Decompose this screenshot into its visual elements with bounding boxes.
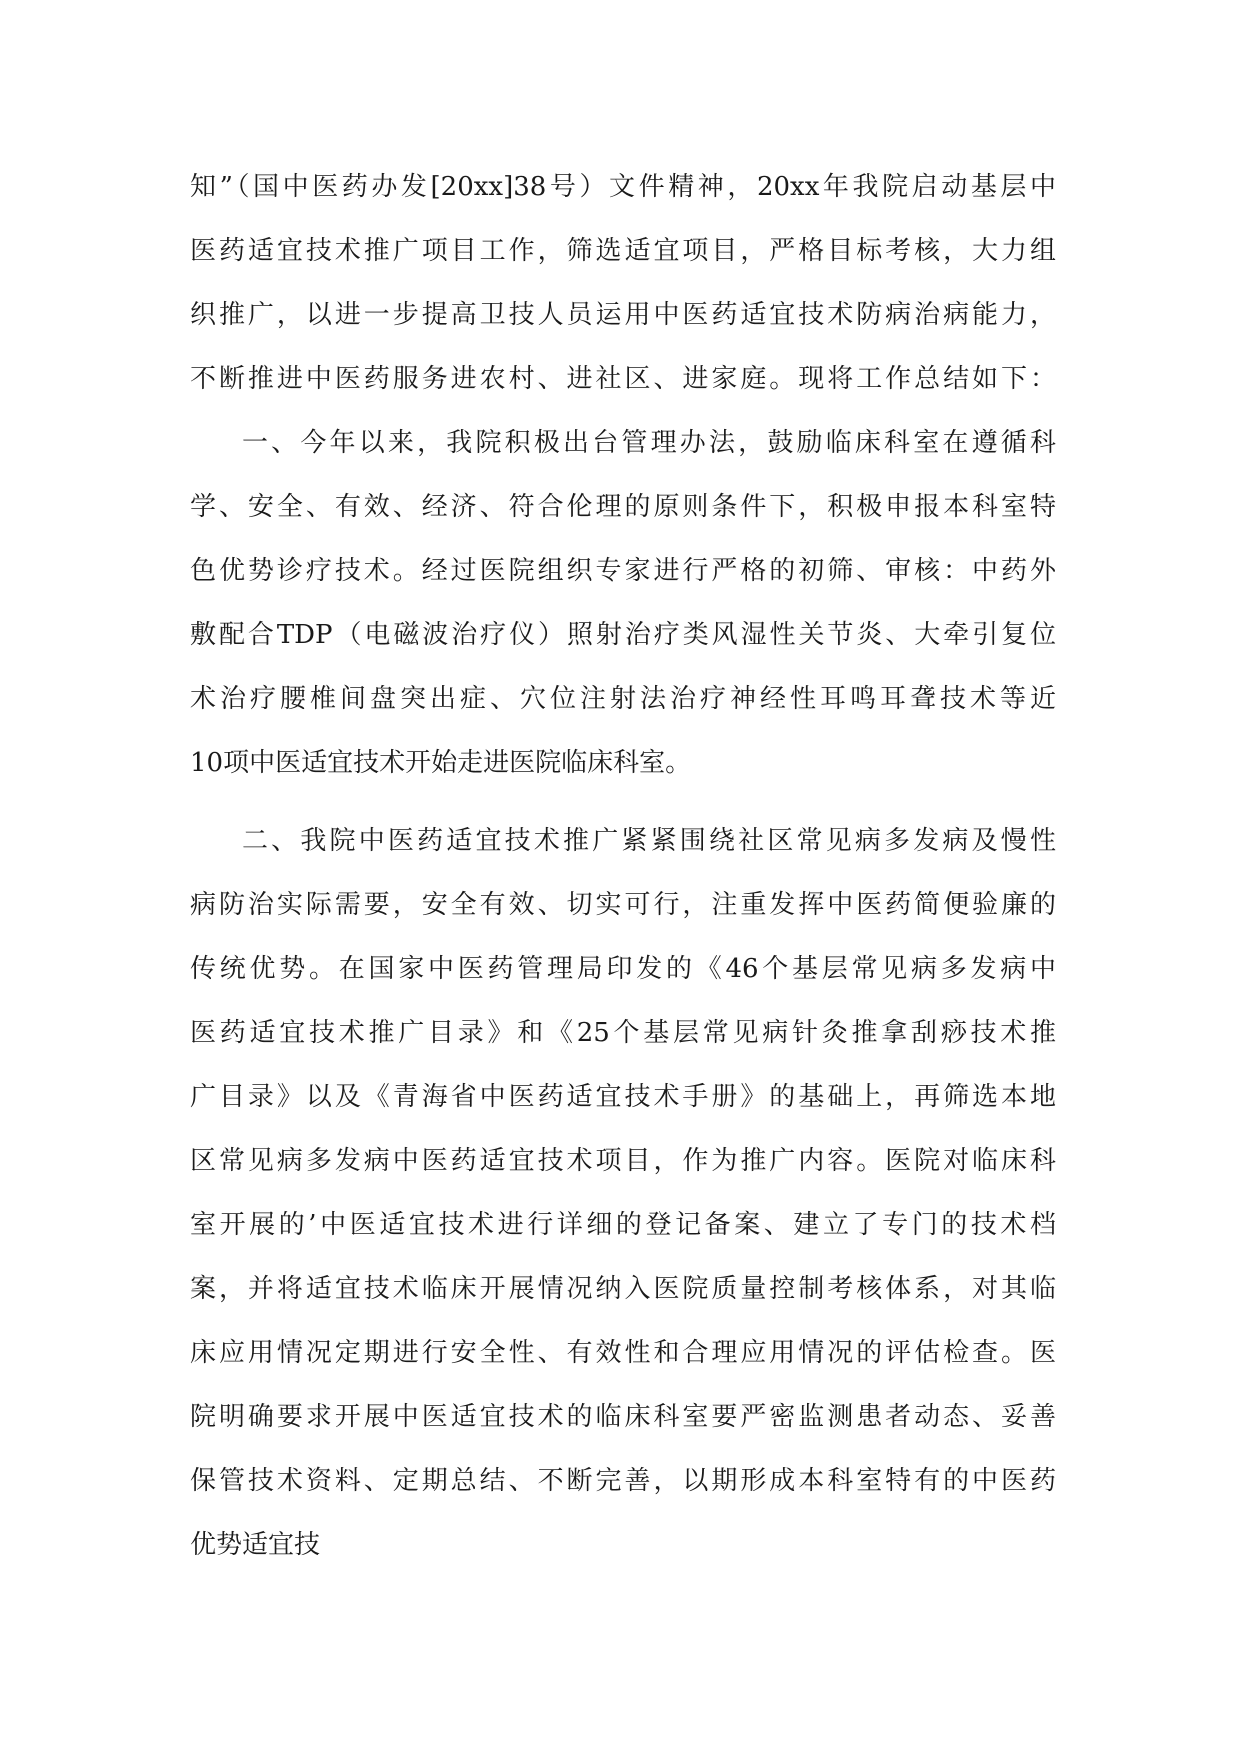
text-line: 案，并将适宜技术临床开展情况纳入医院质量控制考核体系，对其临 [190, 1274, 1056, 1304]
text-line: 一、今年以来，我院积极出台管理办法，鼓励临床科室在遵循科 [242, 428, 1056, 458]
text-line: 知”（国中医药办发[20xx]38号）文件精神，20xx年我院启动基层中 [190, 172, 1056, 202]
text-line: 传统优势。在国家中医药管理局印发的《46个基层常见病多发病中 [190, 954, 1056, 984]
text-line: 区常见病多发病中医药适宜技术项目，作为推广内容。医院对临床科 [190, 1146, 1056, 1176]
text-line: 二、我院中医药适宜技术推广紧紧围绕社区常见病多发病及慢性 [242, 826, 1056, 856]
text-line: 10项中医适宜技术开始走进医院临床科室。 [190, 748, 692, 778]
text-line: 医药适宜技术推广项目工作，筛选适宜项目，严格目标考核，大力组 [190, 236, 1056, 266]
text-line: 床应用情况定期进行安全性、有效性和合理应用情况的评估检查。医 [190, 1338, 1056, 1368]
text-line: 优势适宜技 [190, 1530, 321, 1560]
text-line: 色优势诊疗技术。经过医院组织专家进行严格的初筛、审核：中药外 [190, 556, 1056, 586]
text-line: 院明确要求开展中医适宜技术的临床科室要严密监测患者动态、妥善 [190, 1402, 1056, 1432]
text-line: 室开展的’中医适宜技术进行详细的登记备案、建立了专门的技术档 [190, 1210, 1056, 1240]
text-line: 学、安全、有效、经济、符合伦理的原则条件下，积极申报本科室特 [190, 492, 1056, 522]
text-line: 保管技术资料、定期总结、不断完善，以期形成本科室特有的中医药 [190, 1466, 1056, 1496]
paragraph-gap [190, 795, 1056, 809]
text-line: 术治疗腰椎间盘突出症、穴位注射法治疗神经性耳鸣耳聋技术等近 [190, 684, 1056, 714]
text-line: 敷配合TDP（电磁波治疗仪）照射治疗类风湿性关节炎、大牵引复位 [190, 620, 1056, 650]
document-body [190, 155, 1056, 1577]
paragraph [190, 155, 1056, 411]
text-line: 不断推进中医药服务进农村、进社区、进家庭。现将工作总结如下： [190, 364, 1056, 394]
text-line: 广目录》以及《青海省中医药适宜技术手册》的基础上，再筛选本地 [190, 1082, 1056, 1112]
text-line: 织推广，以进一步提高卫技人员运用中医药适宜技术防病治病能力， [190, 300, 1056, 330]
text-line: 医药适宜技术推广目录》和《25个基层常见病针灸推拿刮痧技术推 [190, 1018, 1056, 1048]
paragraph [190, 411, 1056, 795]
paragraph [190, 809, 1056, 1577]
text-line: 病防治实际需要，安全有效、切实可行，注重发挥中医药简便验廉的 [190, 890, 1056, 920]
